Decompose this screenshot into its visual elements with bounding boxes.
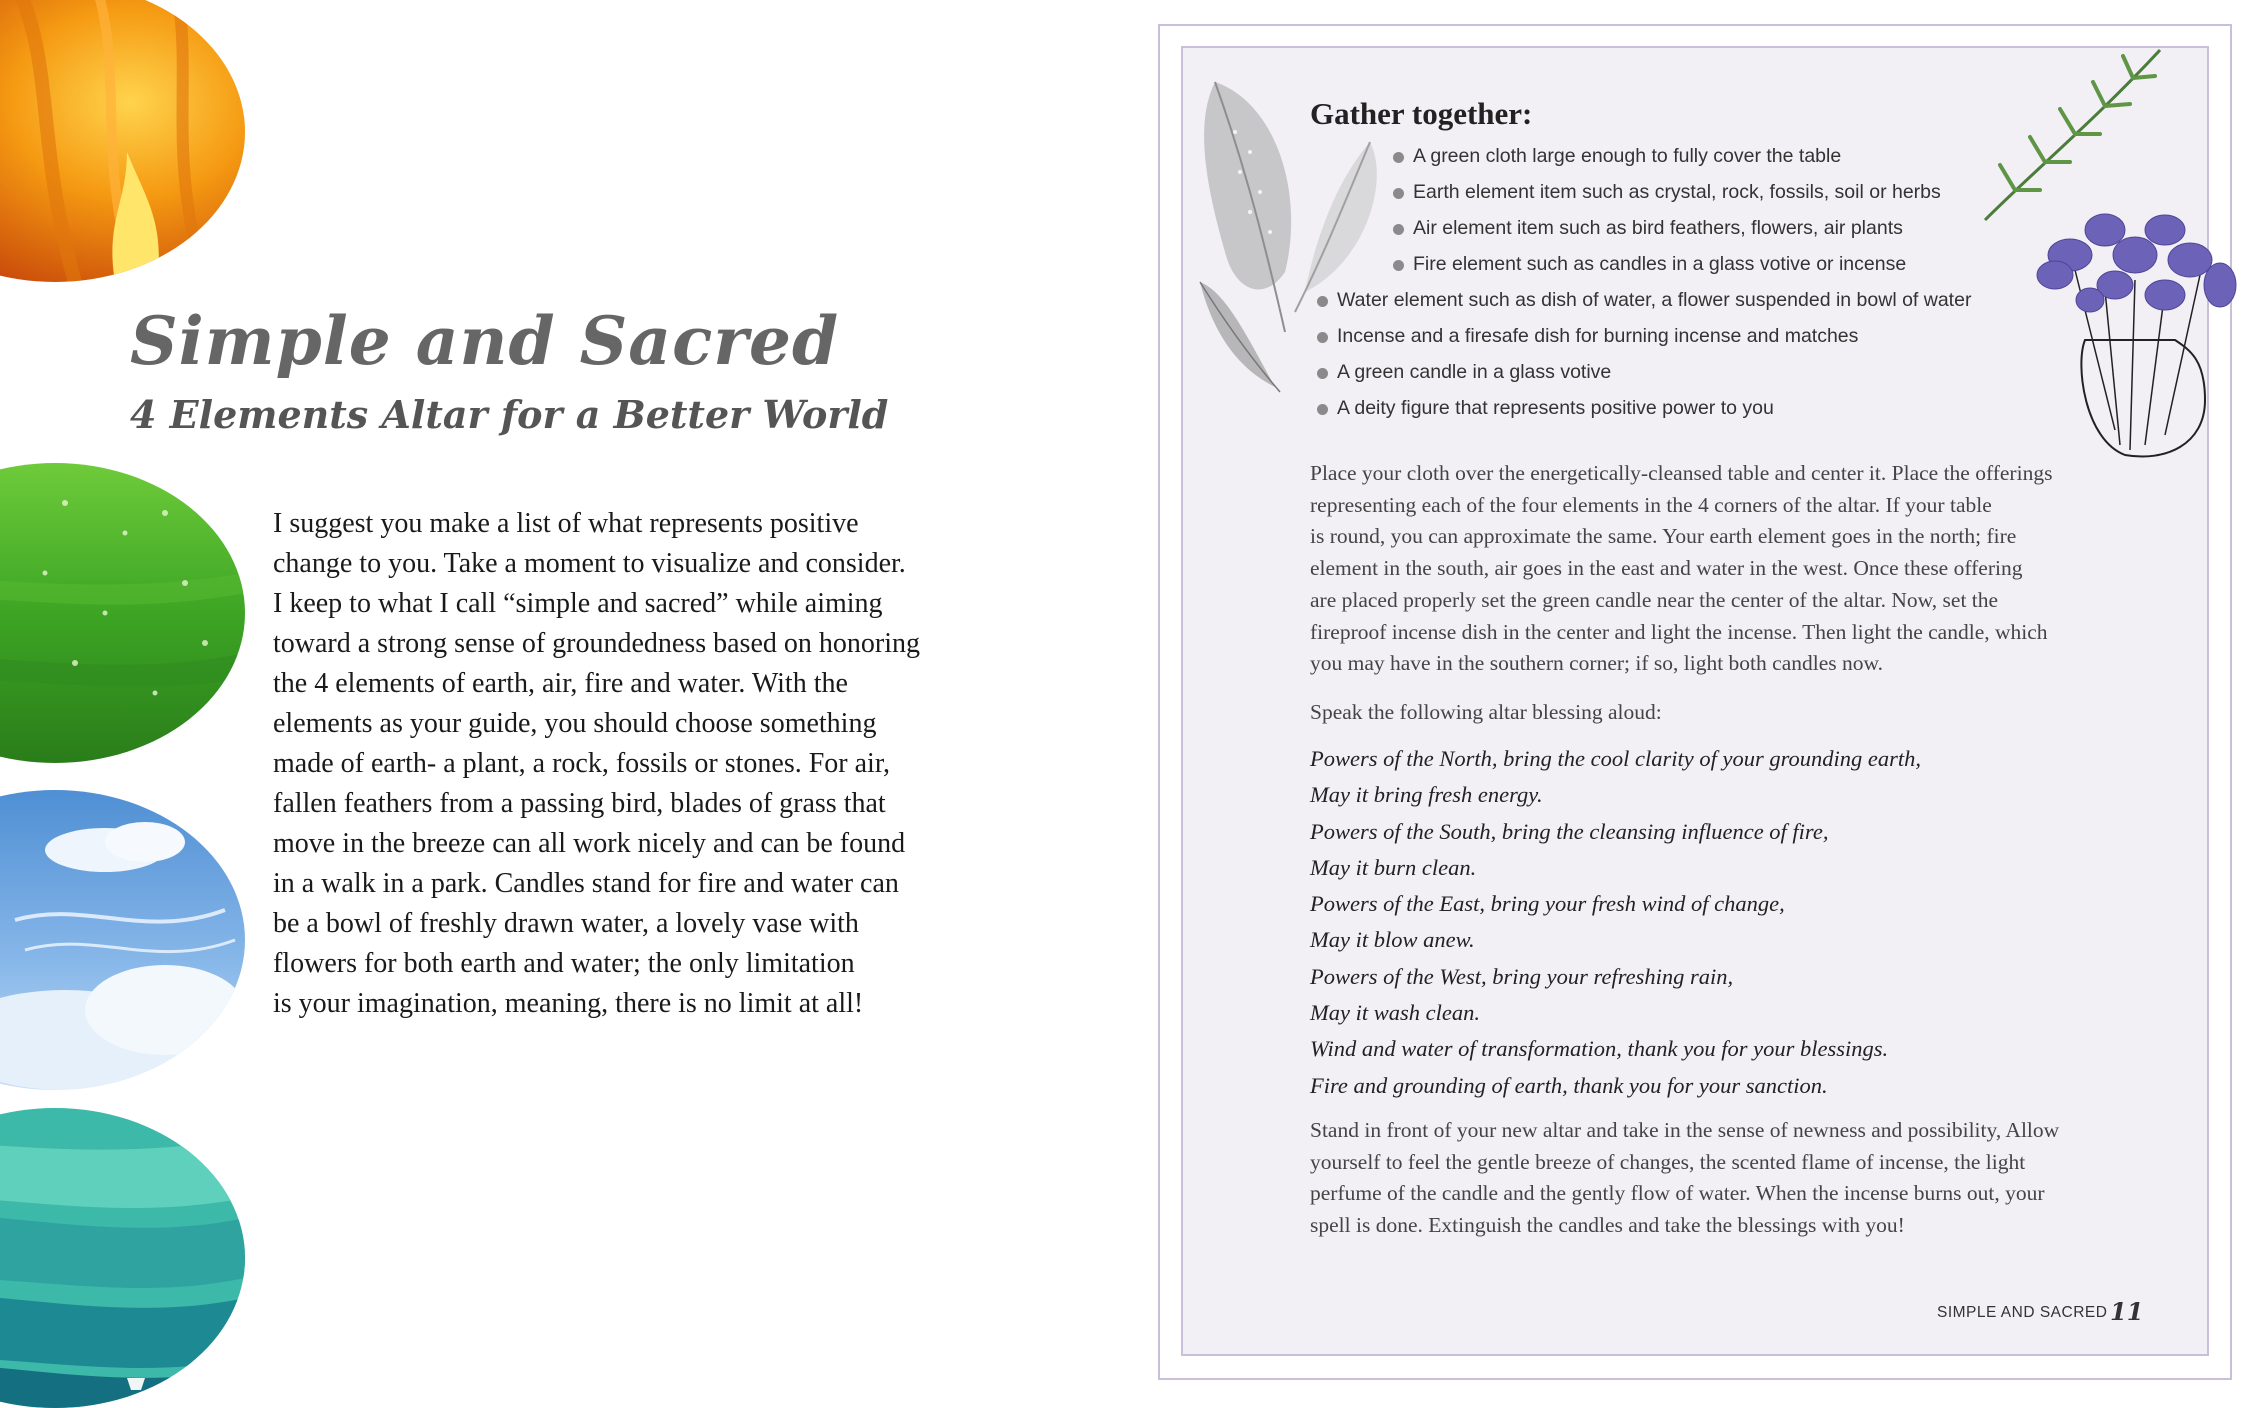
- intro-line: elements as your guide, you should choose something: [273, 708, 877, 739]
- instructions-line: you may have in the southern corner; if so, light both candles now.: [1310, 651, 1884, 676]
- intro-line: is your imagination, meaning, there is no limit at all!: [273, 988, 864, 1019]
- intro-line: made of earth- a plant, a rock, fossils or stones. For air,: [273, 748, 891, 779]
- intro-line: be a bowl of freshly drawn water, a lovely vase with: [273, 908, 859, 939]
- blessing-line: Powers of the East, bring your fresh wind of change,: [1310, 891, 1785, 917]
- page-subtitle: 4 Elements Altar for a Better World: [130, 392, 889, 437]
- list-item: A deity figure that represents positive power to you: [1337, 397, 1774, 419]
- closing-line: perfume of the candle and the gently flow of water. When the incense burns out, your: [1310, 1181, 2045, 1206]
- closing-line: yourself to feel the gentle breeze of changes, the scented flame of incense, the light: [1310, 1149, 2026, 1174]
- intro-line: the 4 elements of earth, air, fire and water. With the: [273, 668, 848, 699]
- instructions-line: representing each of the four elements in the 4 corners of the altar. If your table: [1310, 492, 1992, 517]
- blessing-line: May it burn clean.: [1310, 854, 1477, 880]
- list-item: A green cloth large enough to fully cover the table: [1413, 145, 1842, 167]
- intro-line: I keep to what I call “simple and sacred” while aiming: [273, 588, 883, 619]
- closing-line: Stand in front of your new altar and take in the sense of newness and possibility, Allow: [1310, 1118, 2060, 1142]
- blessing-line: May it blow anew.: [1310, 927, 1475, 953]
- intro-line: I suggest you make a list of what represents positive: [273, 508, 859, 539]
- list-item: Fire element such as candles in a glass votive or incense: [1413, 253, 1907, 275]
- grass-image: [0, 463, 245, 763]
- list-item: Water element such as dish of water, a flower suspended in bowl of water: [1337, 289, 1972, 311]
- blessing-line: Powers of the South, bring the cleansing influence of fire,: [1310, 818, 1829, 844]
- intro-line: in a walk in a park. Candles stand for fire and water can: [273, 868, 899, 899]
- intro-paragraph: [273, 504, 993, 1024]
- page-number: 11: [2110, 1297, 2144, 1326]
- instructions-paragraph: [1310, 458, 2140, 680]
- gather-heading: Gather together:: [1310, 96, 1533, 131]
- blessing-line: Wind and water of transformation, thank you for your blessings.: [1310, 1036, 1889, 1062]
- water-image: [0, 1108, 245, 1408]
- intro-line: change to you. Take a moment to visualize and consider.: [273, 548, 906, 579]
- blessing-verse: [1310, 741, 1921, 1104]
- list-item: Earth element item such as crystal, rock, fossils, soil or herbs: [1413, 181, 1941, 203]
- blessing-intro: Speak the following altar blessing aloud:: [1310, 700, 1662, 724]
- intro-line: fallen feathers from a passing bird, blades of grass that: [273, 788, 886, 819]
- blessing-line: Powers of the West, bring your refreshing rain,: [1310, 963, 1734, 989]
- closing-line: spell is done. Extinguish the candles and take the blessings with you!: [1310, 1213, 1905, 1238]
- intro-line: toward a strong sense of groundedness based on honoring: [273, 628, 920, 659]
- instructions-line: element in the south, air goes in the east and water in the west. Once these offering: [1310, 556, 2023, 581]
- intro-line: move in the breeze can all work nicely and can be found: [273, 828, 906, 859]
- blessing-line: May it bring fresh energy.: [1310, 782, 1543, 808]
- instructions-line: Place your cloth over the energetically-cleansed table and center it. Place the offerings: [1310, 461, 2053, 485]
- violet-vase-icon: [2015, 200, 2250, 465]
- instructions-line: is round, you can approximate the same. Your earth element goes in the north; fire: [1310, 524, 2017, 549]
- page-title: Simple and Sacred: [130, 302, 840, 380]
- list-item: Air element item such as bird feathers, flowers, air plants: [1413, 217, 1903, 239]
- blessing-line: Fire and grounding of earth, thank you for your sanction.: [1310, 1072, 1828, 1098]
- list-item: A green candle in a glass votive: [1337, 361, 1612, 383]
- fire-image: [0, 0, 245, 282]
- sky-image: [0, 790, 245, 1090]
- instructions-line: are placed properly set the green candle near the center of the altar. Now, set the: [1310, 587, 1999, 612]
- blessing-line: Powers of the North, bring the cool clarity of your grounding earth,: [1310, 746, 1922, 771]
- instructions-line: fireproof incense dish in the center and light the incense. Then light the candle, which: [1310, 619, 2048, 644]
- closing-paragraph: [1310, 1115, 2140, 1242]
- running-footer: SIMPLE AND SACRED: [1937, 1304, 2108, 1321]
- blessing-line: May it wash clean.: [1310, 1000, 1480, 1026]
- list-item: Incense and a firesafe dish for burning incense and matches: [1337, 325, 1859, 347]
- intro-line: flowers for both earth and water; the only limitation: [273, 948, 855, 979]
